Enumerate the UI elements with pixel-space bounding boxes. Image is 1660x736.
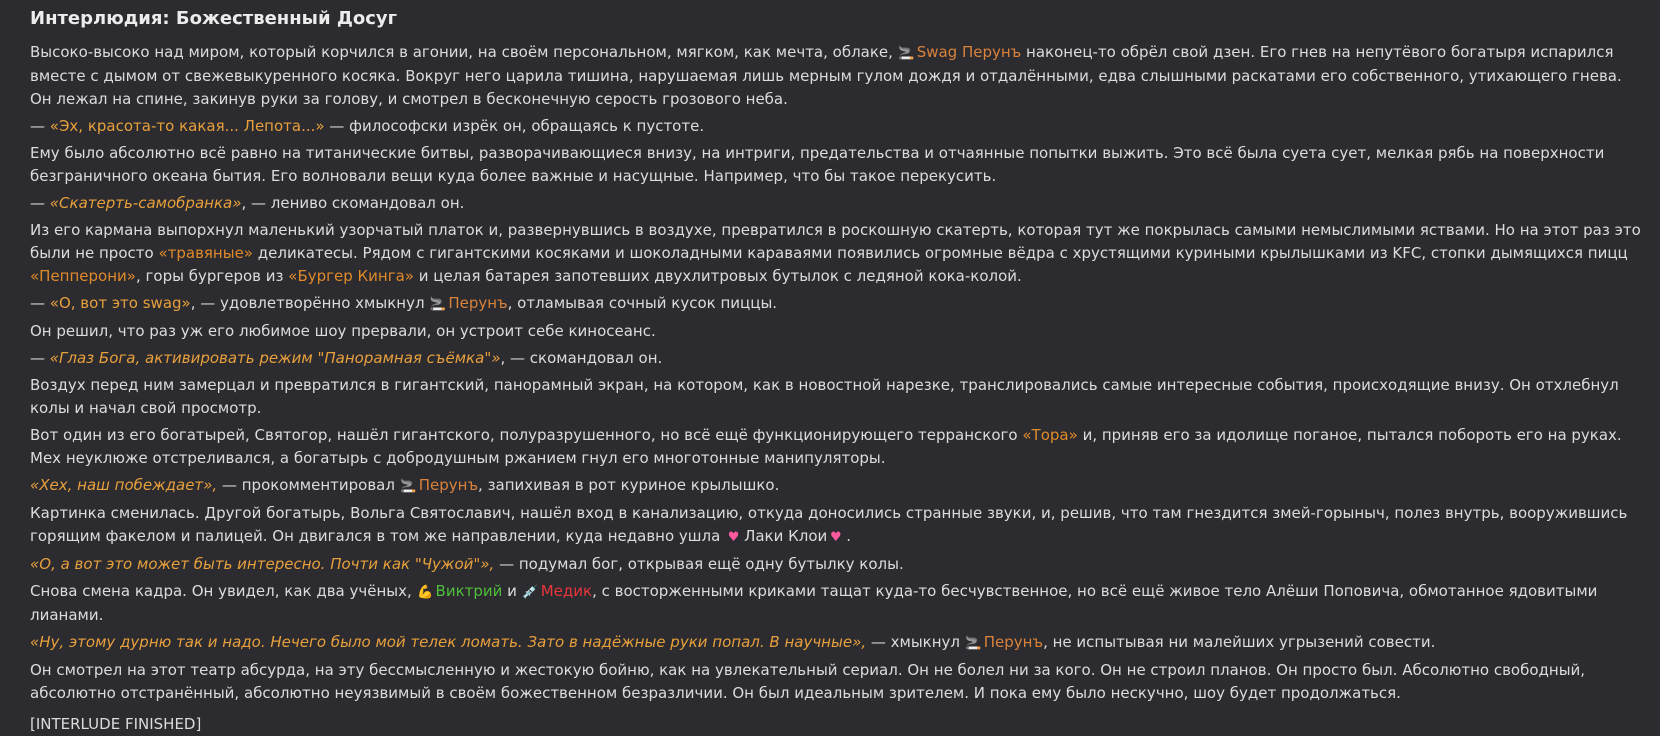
highlight: «Тора»	[1022, 426, 1078, 444]
paragraph-9: Воздух перед ним замерцал и превратился в гигантский, панорамный экран, на котором, как в новостной нарезке, транслировались самые интересные события, происходящие внизу. Он отхлебнул колы и начал свой просмотр.	[30, 376, 1619, 417]
character-swag-perun: Swag Перунъ	[916, 43, 1022, 61]
quote: «Хех, наш побеждает»,	[30, 476, 218, 494]
cigarette-icon: 🚬	[898, 46, 915, 61]
character-luki-kloi: Лаки Клои	[744, 527, 828, 545]
character-viktriy: Виктрий	[435, 582, 503, 600]
character-perun: Перунъ	[418, 476, 479, 494]
paragraph-16: Он смотрел на этот театр абсурда, на эту бессмысленную и жестокую бойню, как на увлекательный сериал. Он не болел ни за кого. Он не строил планов. Он просто был. Абсолютно свободный, абсолютно отстранённый, абсолютно неуязвимый в своём божественном безразличии. Он был идеальным зрителем. И пока ему было нескучно, шоу будет продолжаться.	[30, 661, 1586, 702]
chapter-title: Интерлюдия: Божественный Досуг	[30, 8, 398, 29]
character-perun: Перунъ	[448, 294, 508, 312]
quote: «Скатерть-самобранка»	[49, 194, 242, 212]
cigarette-icon: 🚬	[429, 297, 446, 312]
paragraph-11: «Хех, наш побеждает», — прокомментировал 🚬 Перунъ, запихивая в рот куриное крылышко.	[30, 474, 1646, 498]
highlight: «Бургер Кинга»	[288, 267, 414, 285]
paragraph-12: Картинка сменилась. Другой богатырь, Вольга Святославич, нашёл вход в канализацию, откуда доносились странные звуки, и, решив, что там гнездится змей-горыныч, полез внутрь, вооружившись горящим факелом и палицей. Он двигался в том же направлении, куда недавно ушла ♥ Лаки Клои ♥ .	[30, 502, 1646, 549]
paragraph-3: Ему было абсолютно всё равно на титанические битвы, разворачивающиеся внизу, на интриги, предательства и отчаянные попытки выжить. Это всё была суета сует, мелкая рябь на поверхности безграничного океана бытия. Его волновали вещи куда более важные и насущные. Например, что бы такое перекусить.	[30, 144, 1605, 185]
paragraph-2: — «Эх, красота-то какая... Лепота...» — философски изрёк он, обращаясь к пустоте.	[30, 117, 705, 135]
paragraph-8: — «Глаз Бога, активировать режим "Панорамная съёмка"», — скомандовал он.	[30, 349, 663, 367]
quote: «Глаз Бога, активировать режим "Панорамная съёмка"»	[49, 349, 501, 367]
flexed-arm-icon: 💪	[416, 585, 434, 600]
two-hearts-icon: ♥	[727, 530, 740, 545]
syringe-icon: 💉	[522, 585, 539, 600]
highlight: «травяные»	[158, 244, 253, 262]
character-perun: Перунъ	[983, 633, 1044, 651]
cigarette-icon: 🚬	[965, 636, 982, 651]
character-medik: Медик	[540, 582, 593, 600]
paragraph-4: — «Скатерть-самобранка», — лениво скомандовал он.	[30, 194, 465, 212]
quote: «Ну, этому дурню так и надо. Нечего было мой телек ломать. Зато в надёжные руки попал. В научные»,	[30, 633, 867, 651]
paragraph-15: «Ну, этому дурню так и надо. Нечего было мой телек ломать. Зато в надёжные руки попал. В научные», — хмыкнул 🚬 Перунъ, не испытывая ни малейших угрызений совести.	[30, 631, 1646, 655]
quote: «О, вот это swag»	[49, 294, 191, 312]
paragraph-14: Снова смена кадра. Он увидел, как два учёных, 💪 Виктрий и 💉 Медик, с восторженными криками тащат куда-то бесчувственное, но всё ещё живое тело Алёши Поповича, обмотанное ядовитыми лианами.	[30, 582, 1598, 624]
quote: «Эх, красота-то какая... Лепота...»	[49, 117, 325, 135]
two-hearts-icon: ♥	[829, 530, 842, 545]
highlight: «Пепперони»	[30, 267, 136, 285]
quote: «О, а вот это может быть интересно. Почти как "Чужой"»,	[30, 555, 495, 573]
paragraph-6: — «О, вот это swag», — удовлетворённо хмыкнул 🚬 Перунъ, отламывая сочный кусок пиццы.	[30, 292, 1646, 316]
paragraph-5: Из его кармана выпорхнул маленький узорчатый платок и, развернувшись в воздухе, превратился в роскошную скатерть, которая тут же покрылась самыми немыслимыми яствами. Но на этот раз это были не просто «травяные» деликатесы. Рядом с гигантскими косяками и шоколадными караваями появились огромные вёдра с хрустящими куриными крылышками из KFC, стопки дымящихся пицц «Пепперони», горы бургеров из «Бургер Кинга» и целая батарея запотевших двухлитровых бутылок с ледяной кока-колой.	[30, 221, 1641, 285]
paragraph-1: Высоко-высоко над миром, который корчился в агонии, на своём персональном, мягком, как мечта, облаке, 🚬 Swag Перунъ наконец-то обрёл свой дзен. Его гнев на непутёвого богатыря испарился вместе с дымом от свежевыкуренного косяка. Вокруг него царила тишина, нарушаемая лишь мерным гулом дождя и отдалёнными, едва слышными раскатами его собственного, утихающего гнева. Он лежал на спине, закинув руки за голову, и смотрел в бесконечную серость грозового неба.	[30, 43, 1622, 108]
paragraph-7: Он решил, что раз уж его любимое шоу прервали, он устроит себе киносеанс.	[30, 322, 656, 340]
paragraph-13: «О, а вот это может быть интересно. Почти как "Чужой"», — подумал бог, открывая ещё одну бутылку колы.	[30, 555, 904, 573]
paragraph-10: Вот один из его богатырей, Святогор, нашёл гигантского, полуразрушенного, но всё ещё функционирующего терранского «Тора» и, приняв его за идолище поганое, пытался побороть его на руках. Мех неуклюже отстреливался, а богатырь с добродушным ржанием гнул его многотонные манипуляторы.	[30, 426, 1622, 467]
interlude-finished-marker: [INTERLUDE FINISHED]	[30, 715, 202, 733]
cigarette-icon: 🚬	[400, 479, 417, 494]
